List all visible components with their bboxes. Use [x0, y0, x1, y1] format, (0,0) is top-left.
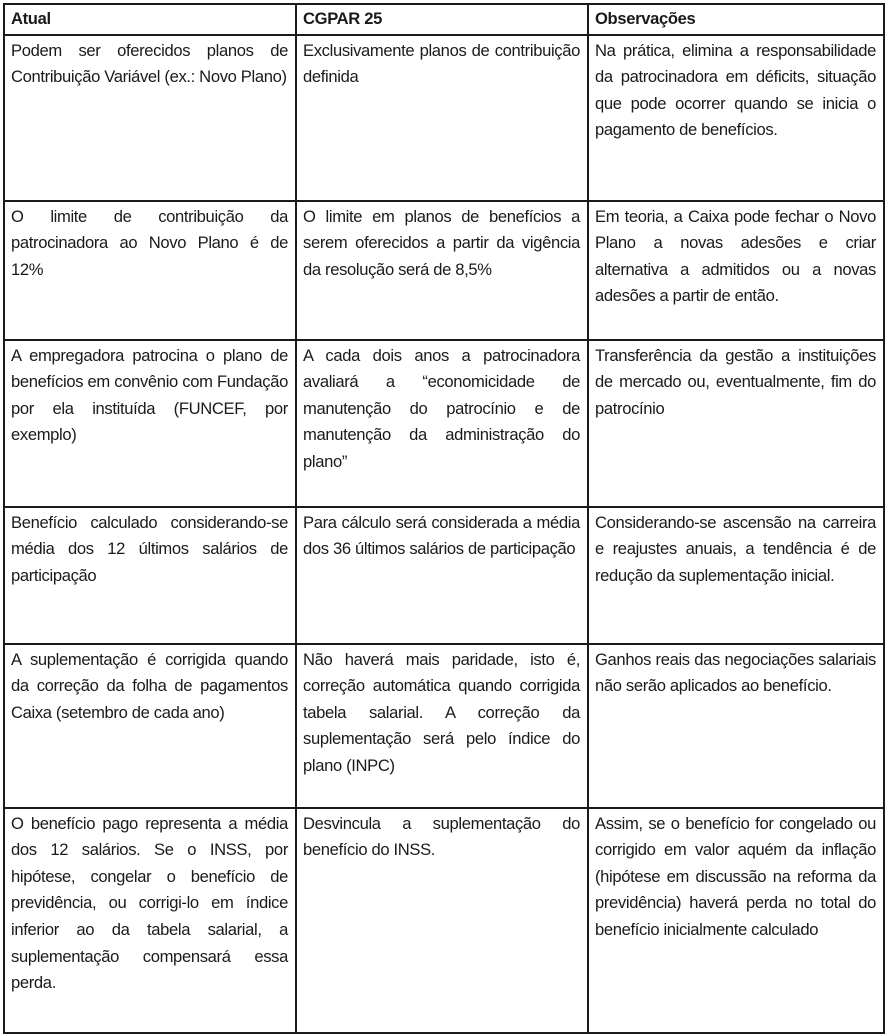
- cell-atual: Podem ser oferecidos planos de Contribuição Variável (ex.: Novo Plano): [4, 35, 296, 201]
- table-row: [4, 644, 884, 808]
- header-observacoes: Observações: [588, 4, 884, 35]
- header-cgpar-25: CGPAR 25: [296, 4, 588, 35]
- cell-observacoes: Transferência da gestão a instituições de mercado ou, eventualmente, fim do patrocínio: [588, 340, 884, 507]
- table-row: [4, 808, 884, 1033]
- header-row: [4, 4, 884, 35]
- table-row: [4, 201, 884, 340]
- table-body: [4, 35, 884, 1033]
- cell-cgpar-25: Para cálculo será considerada a média dos 36 últimos salários de participação: [296, 507, 588, 644]
- comparison-table: [3, 3, 885, 1034]
- cell-cgpar-25: Desvincula a suplementação do benefício do INSS.: [296, 808, 588, 1033]
- cell-observacoes: Ganhos reais das negociações salariais não serão aplicados ao benefício.: [588, 644, 884, 808]
- table-row: [4, 35, 884, 201]
- cell-observacoes: Considerando-se ascensão na carreira e reajustes anuais, a tendência é de redução da suplementação inicial.: [588, 507, 884, 644]
- cell-atual: A suplementação é corrigida quando da correção da folha de pagamentos Caixa (setembro de cada ano): [4, 644, 296, 808]
- header-atual: Atual: [4, 4, 296, 35]
- table-row: [4, 340, 884, 507]
- cell-observacoes: Assim, se o benefício for congelado ou corrigido em valor aquém da inflação (hipótese em discussão na reforma da previdência) haverá perda no total do benefício inicialmente calculado: [588, 808, 884, 1033]
- cell-atual: O limite de contribuição da patrocinadora ao Novo Plano é de 12%: [4, 201, 296, 340]
- table-header: [4, 4, 884, 35]
- cell-cgpar-25: Exclusivamente planos de contribuição definida: [296, 35, 588, 201]
- cell-cgpar-25: A cada dois anos a patrocinadora avaliará a “economicidade de manutenção do patrocínio e de manutenção da administração do plano”: [296, 340, 588, 507]
- cell-observacoes: Em teoria, a Caixa pode fechar o Novo Plano a novas adesões e criar alternativa a admitidos ou a novas adesões a partir de então.: [588, 201, 884, 340]
- cell-observacoes: Na prática, elimina a responsabilidade da patrocinadora em déficits, situação que pode ocorrer quando se inicia o pagamento de benefícios.: [588, 35, 884, 201]
- cell-cgpar-25: O limite em planos de benefícios a serem oferecidos a partir da vigência da resolução será de 8,5%: [296, 201, 588, 340]
- cell-atual: O benefício pago representa a média dos 12 salários. Se o INSS, por hipótese, congelar o benefício de previdência, ou corrigi-lo em índice inferior ao da tabela salarial, a suplementação compensará essa perda.: [4, 808, 296, 1033]
- cell-atual: A empregadora patrocina o plano de benefícios em convênio com Fundação por ela instituída (FUNCEF, por exemplo): [4, 340, 296, 507]
- cell-atual: Benefício calculado considerando-se média dos 12 últimos salários de participação: [4, 507, 296, 644]
- cell-cgpar-25: Não haverá mais paridade, isto é, correção automática quando corrigida tabela salarial. A correção da suplementação será pelo índice do plano (INPC): [296, 644, 588, 808]
- table-row: [4, 507, 884, 644]
